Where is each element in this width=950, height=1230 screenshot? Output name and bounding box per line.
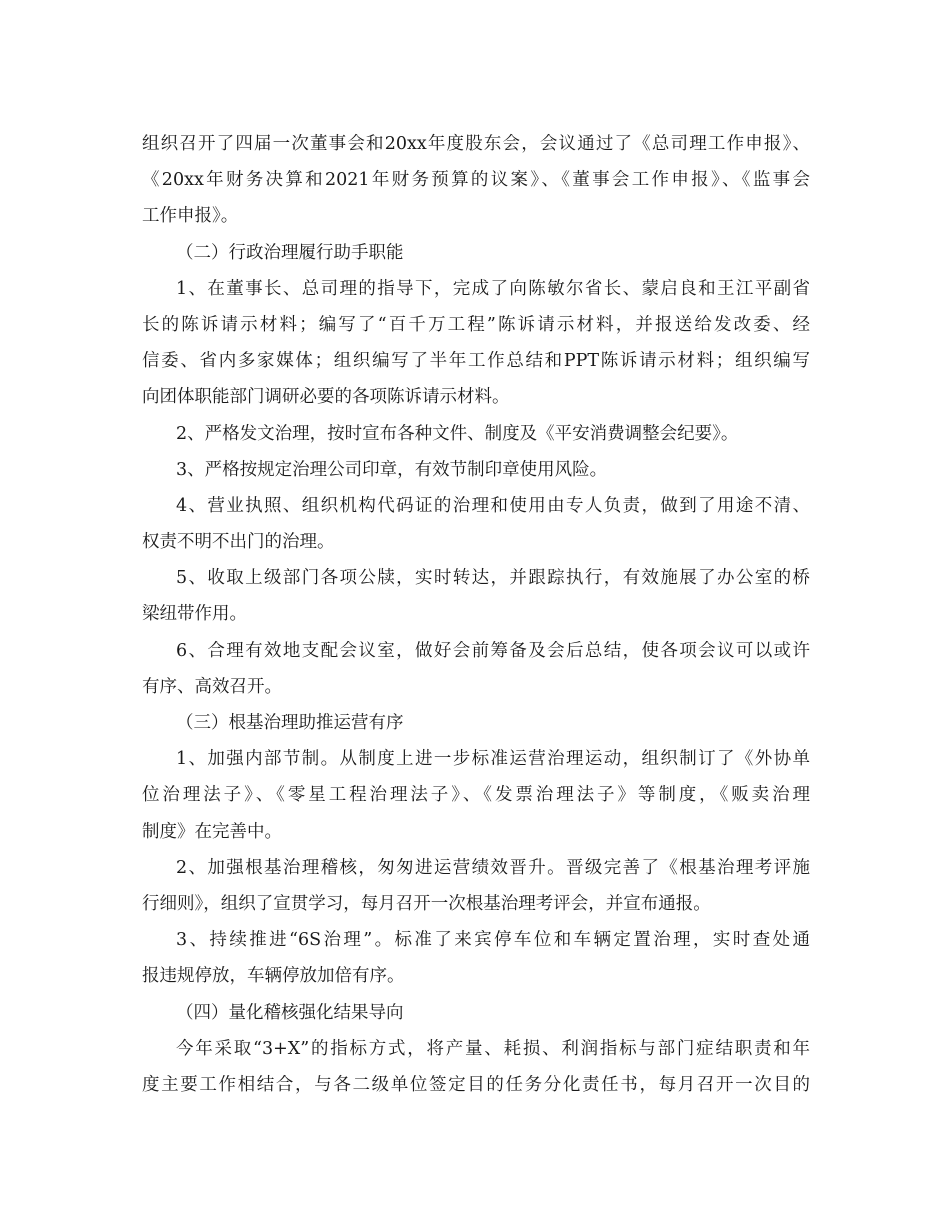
- document-body: [142, 126, 810, 1103]
- text-line: 今年采取“3+X”的指标方式，将产量、耗损、利润指标与部门症结职责和年: [176, 1038, 810, 1059]
- text-line: 向团体职能部门调研必要的各项陈诉请示材料。: [142, 387, 510, 408]
- text-line: 位治理法子》、《零星工程治理法子》、《发票治理法子》等制度，《贩卖治理: [142, 785, 810, 806]
- text-line: 信委、省内多家媒体；组织编写了半年工作总结和PPT陈诉请示材料；组织编写: [142, 351, 810, 372]
- text-line: （二）行政治理履行助手职能: [176, 242, 404, 263]
- text-line: 度主要工作相结合，与各二级单位签定目的任务分化责任书，每月召开一次目的: [142, 1074, 810, 1095]
- text-line: 权责不明不出门的治理。: [142, 532, 335, 553]
- text-line: 报违规停放，车辆停放加倍有序。: [142, 966, 405, 987]
- text-line: 行细则》，组织了宣贯学习，每月召开一次根基治理考评会，并宣布通报。: [142, 893, 711, 914]
- text-line: 4、营业执照、组织机构代码证的治理和使用由专人负责，做到了用途不清、: [176, 495, 810, 516]
- text-line: 有序、高效召开。: [142, 676, 282, 697]
- text-line: 制度》在完善中。: [142, 821, 282, 842]
- text-line: 《20xx年财务决算和2021年财务预算的议案》、《董事会工作申报》、《监事会: [142, 170, 810, 191]
- text-line: （四）量化稽核强化结果导向: [176, 1002, 404, 1023]
- text-line: 3、持续推进“6S治理”。标准了来宾停车位和车辆定置治理，实时查处通: [176, 930, 810, 951]
- text-line: 2、加强根基治理稽核，匆匆进运营绩效晋升。晋级完善了《根基治理考评施: [176, 857, 810, 878]
- text-line: 梁纽带作用。: [142, 604, 247, 625]
- text-line: 6、合理有效地支配会议室，做好会前筹备及会后总结，使各项会议可以或许: [176, 640, 810, 661]
- text-line: 工作申报》。: [142, 206, 239, 227]
- text-line: 1、在董事长、总司理的指导下，完成了向陈敏尔省长、蒙启良和王江平副省: [176, 278, 810, 299]
- text-line: （三）根基治理助推运营有序: [176, 713, 404, 733]
- text-line: 2、严格发文治理，按时宣布各种文件、制度及《平安消费调整会纪要》。: [176, 423, 739, 444]
- text-line: 5、收取上级部门各项公牍，实时转达，并跟踪执行，有效施展了办公室的桥: [176, 568, 810, 589]
- text-line: 长的陈诉请示材料；编写了“百千万工程”陈诉请示材料，并报送给发改委、经: [142, 314, 810, 335]
- text-line: 1、加强内部节制。从制度上进一步标准运营治理运动，组织制订了《外协单: [176, 749, 810, 770]
- text-line: 组织召开了四届一次董事会和20xx年度股东会，会议通过了《总司理工作申报》、: [142, 134, 810, 154]
- text-line: 3、严格按规定治理公司印章，有效节制印章使用风险。: [176, 459, 608, 480]
